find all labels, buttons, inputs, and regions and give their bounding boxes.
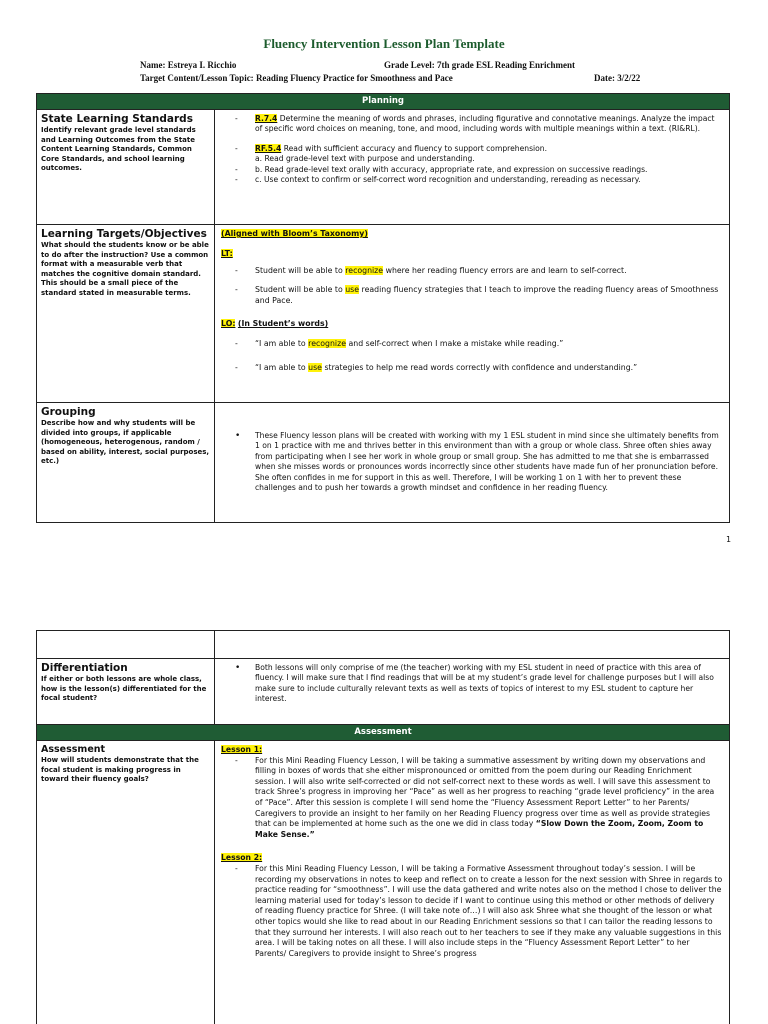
targets-label-cell (37, 225, 215, 403)
assessment-content-cell (215, 741, 730, 1024)
meta-topic-line (140, 73, 453, 83)
differentiation-text: • Both lessons will only comprise of me (the teacher) working with my ESL student in need of practice with this area of fluency. I will make sure that I find readings that will be at my student’s grade level for challenge purposes but I will also make sure to include culturally relevant texts as well as texts of topics of interest to my ESL student to capture her interest. (221, 663, 723, 705)
standards-content-cell (215, 110, 730, 225)
standard-rf54-b: - b. Read grade-level text orally with accuracy, appropriate rate, and expression on successive readings. (221, 165, 723, 175)
lesson2-label: Lesson 2: (221, 853, 263, 863)
lo-sub: (In Student’s words) (237, 319, 329, 329)
grouping-row (37, 403, 730, 523)
differentiation-content-cell (215, 659, 730, 725)
assessment-table (36, 630, 730, 1024)
planning-band: Planning (37, 94, 730, 110)
date-label: Date: (594, 73, 615, 83)
lt-item-2-post: reading fluency strategies that I teach to improve the reading fluency areas of Smoothness and Pace. (255, 285, 719, 305)
lo-label: LO: (221, 319, 236, 329)
standard-r74-text: Determine the meaning of words and phrases, including figurative and connotative meanings. Analyze the impact of specific word choices on meaning, tone, and mood, including words with multiple meanings within a text. (RI&RL). (255, 114, 715, 134)
targets-content-cell (215, 225, 730, 403)
differentiation-row (37, 659, 730, 725)
lt-item-2-pre: Student will be able to (255, 285, 343, 295)
grade-label: Grade Level: (384, 60, 435, 70)
lesson1-text: For this Mini Reading Fluency Lesson, I will be taking a summative assessment by writing down my observations and filling in boxes of words that she either mispronounced or omitted from the poem during our Reading Enrichment session. I will also write self-corrected or did not self-correct next to these words as well. I will save this assessment to track Shree’s progress in improving her “Pace” as well as her progress to reaching “grade level proficiency” in the area of “Pace”. After this session is complete I will send home the “Fluency Assessment Report Letter” to her Parents/ Caregivers to provide an insight to her family on her Reading Fluency progress over time as well as provide strategies that can be implemented at home such as the one we did in class today (255, 755, 715, 829)
blank-row (37, 631, 730, 659)
assessment-row (37, 741, 730, 1024)
page-title: Fluency Intervention Lesson Plan Template (263, 36, 505, 51)
lo-item-2-post: strategies to help me read words correctly with confidence and understanding.” (324, 362, 638, 372)
meta-grade-line (384, 60, 575, 70)
grade-value: 7th grade ESL Reading Enrichment (437, 60, 576, 70)
lt-label: LT: (221, 249, 233, 259)
lo-item-1-post: and self-correct when I make a mistake while reading.” (348, 339, 564, 349)
topic-label: Target Content/Lesson Topic: (140, 73, 254, 83)
name-value: Estreya I. Ricchio (167, 60, 237, 70)
standards-heading: State Learning Standards (41, 113, 193, 125)
standard-rf54 (221, 144, 723, 154)
differentiation-heading: Differentiation (41, 662, 128, 674)
page-number: 1 (726, 535, 732, 544)
planning-table (36, 93, 730, 523)
standards-label-cell (37, 110, 215, 225)
assessment-band: Assessment (37, 725, 730, 741)
lt-item-1-post: where her reading fluency errors are and learn to self-correct. (385, 265, 627, 275)
standards-desc: Identify relevant grade level standards and Learning Outcomes from the State Content Learning Standards, Common Core Standards, and school learning outcomes. (41, 126, 196, 172)
lt-item-2 (221, 285, 723, 306)
targets-desc: What should the students know or be able to do after the instruction? Use a common format with a measurable verb that matches the cognitive domain standard. This should be a small piece of the standard stated in measurable terms. (41, 241, 209, 297)
grouping-desc: Describe how and why students will be divided into groups, if applicable (homogeneous, heterogenous, random / based on ability, interest, social purposes, etc.) (41, 419, 210, 465)
targets-row (37, 225, 730, 403)
grouping-heading: Grouping (41, 406, 96, 418)
date-value: 3/2/22 (617, 73, 641, 83)
grouping-content-cell (215, 403, 730, 523)
assessment-label-cell (37, 741, 215, 1024)
lesson2-text: For this Mini Reading Fluency Lesson, I will be taking a Formative Assessment throughout today’s session. I will be recording my observations in notes to keep and reflect on to create a lesson for the next session with Shree in regards to practice reading for “smoothness”. I will use the data gathered and write notes also on the method I chose to deliver the learning material used for today’s lesson to decide if I want to continue using this method or other methods of delivery of reading fluency practice for Shree. (I will take note of…) I will also ask Shree what she thought of the lesson or what other topics would she like to read about in our Reading Enrichment sessions so that I can tailor the reading lessons to that they surround her interests. I will also reach out to her teachers to see if they make any valuable suggestions in this area. I will be taking notes on all these. I will also include steps in the “Fluency Assessment Report Letter” to her Parents/ Caregivers to provide insight to Shree’s progress (255, 863, 723, 958)
lo-item-1-verb: recognize (308, 339, 346, 349)
topic-value: Reading Fluency Practice for Smoothness and Pace (255, 73, 453, 83)
lo-item-1 (221, 339, 723, 349)
name-label: Name: (140, 60, 166, 70)
lt-item-1-pre: Student will be able to (255, 265, 343, 275)
standard-rf54-a: a. Read grade-level text with purpose and understanding. (255, 154, 475, 164)
lo-item-2-pre: “I am able to (255, 362, 306, 372)
lt-item-2-verb: use (345, 285, 360, 295)
standard-rf54-c: - c. Use context to confirm or self-correct word recognition and understanding, rereading as necessary. (221, 175, 723, 185)
meta-name-line (140, 60, 236, 70)
lo-item-2-verb: use (308, 362, 322, 372)
lo-item-1-pre: “I am able to (255, 339, 306, 349)
lesson1-label: Lesson 1: (221, 745, 263, 754)
lo-item-2 (221, 363, 723, 373)
standard-r74-code: R.7.4 (255, 114, 278, 123)
grouping-text: • These Fluency lesson plans will be created with working with my 1 ESL student in mind since she ultimately benefits from 1 on 1 practice with me and thrives better in this environment than with a group or whole class. Shree often shies away from participating when I see her work in whole group or small group. She has admitted to me that she is embarrassed when she misses words or pronounces words incorrectly since other students have made fun of her pronunciation before. She often confides in me for support in this as well. Therefore, I will be working 1 on 1 with her to prevent these challenges and to push her towards a growth mindset and confidence in her reading fluency. (221, 431, 723, 493)
lt-item-1 (221, 266, 723, 276)
assessment-heading: Assessment (41, 744, 106, 755)
standard-rf54-text: Read with sufficient accuracy and fluency to support comprehension. (283, 143, 548, 153)
standard-r74 (221, 114, 723, 135)
standard-rf54-code: RF.5.4 (255, 143, 282, 153)
standards-row (37, 110, 730, 225)
targets-heading: Learning Targets/Objectives (41, 228, 207, 240)
grouping-label-cell (37, 403, 215, 523)
lesson1-item (221, 756, 723, 841)
differentiation-desc: If either or both lessons are whole class, how is the lesson(s) differentiated for the focal student? (41, 675, 207, 702)
bloom-label: (Aligned with Bloom’s Taxonomy) (221, 229, 368, 238)
meta-date-line (594, 73, 640, 83)
lesson2-item (221, 864, 723, 959)
lesson1-bold: “Slow Down the Zoom, Zoom, Zoom to Make Sense.” (255, 819, 704, 839)
assessment-desc: How will students demonstrate that the focal student is making progress in toward their fluency goals? (41, 756, 199, 783)
blank-right-cell (215, 631, 730, 659)
blank-left-cell (37, 631, 215, 659)
differentiation-label-cell (37, 659, 215, 725)
lt-item-1-verb: recognize (345, 265, 384, 275)
